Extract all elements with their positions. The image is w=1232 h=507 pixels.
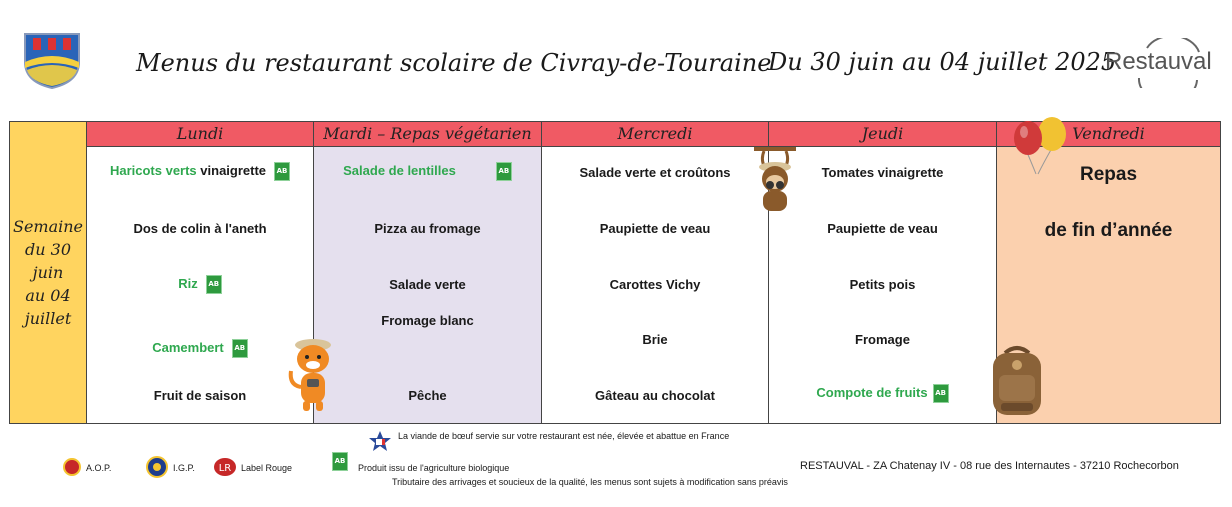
week-line-4: au 04 [25, 286, 71, 305]
aop-icon [63, 458, 81, 476]
week-line-3: juin [32, 263, 64, 282]
dish-item: Pêche [408, 388, 447, 403]
week-line-2: du 30 [25, 240, 71, 259]
dish-item: Petits pois [849, 277, 916, 292]
bio-leaf-icon: AB [332, 452, 348, 471]
dish-item: Compote de fruits AB [769, 384, 996, 403]
label-rouge-icon [213, 456, 237, 478]
dish-item: Salade de lentilles AB [314, 162, 541, 181]
bio-leaf-icon: AB [933, 384, 949, 403]
bio-leaf-icon: AB [206, 275, 222, 294]
disclaimer: Tributaire des arrivages et soucieux de la qualité, les menus sont sujets à modification sans préavis [392, 477, 788, 487]
dish-item: Salade verte [389, 277, 466, 292]
beef-origin-note: La viande de bœuf servie sur votre restaurant est née, élevée et abattue en France [398, 431, 730, 441]
dish-item: Fruit de saison [153, 388, 247, 403]
balloons-icon [1010, 114, 1072, 178]
dish-item: Carottes Vichy [609, 277, 701, 292]
brand-name: Restauval [1105, 48, 1212, 75]
dish-item: Paupiette de veau [827, 221, 938, 236]
page-title: Menus du restaurant scolaire de Civray-de-Touraine [136, 49, 772, 77]
week-label [10, 122, 87, 424]
day-column-friday [997, 147, 1220, 423]
dish-item: Paupiette de veau [599, 221, 711, 236]
backpack-icon [987, 345, 1047, 419]
week-line-1: Semaine [12, 217, 84, 236]
week-line-5: juillet [24, 309, 72, 328]
day-header-monday: Lundi [87, 122, 313, 146]
day-header-wednesday: Mercredi [542, 122, 768, 146]
company-address: RESTAUVAL - ZA Chatenay IV - 08 rue des Internautes - 37210 Rochecorbon [800, 460, 1179, 472]
day-column-tuesday [314, 147, 541, 423]
french-beef-icon [367, 430, 393, 452]
dish-item: Riz AB [87, 275, 313, 294]
dish-item: Salade verte et croûtons [579, 165, 731, 180]
aop-label: A.O.P. [86, 463, 112, 473]
dish-item: Haricots verts vinaigrette AB [87, 162, 313, 181]
day-column-wednesday [542, 147, 768, 423]
dish-item: Camembert AB [87, 339, 313, 358]
dish-item: Brie [642, 332, 668, 347]
bio-leaf-icon: AB [496, 162, 512, 181]
bio-leaf-icon: AB [274, 162, 290, 181]
label-rouge-label: Label Rouge [241, 463, 293, 473]
restauval-logo-icon [1105, 38, 1215, 88]
dish-item: Fromage [855, 332, 910, 347]
coat-of-arms-icon [23, 32, 81, 90]
day-header-tuesday: Mardi – Repas végétarien [314, 122, 541, 146]
dish-item: Gâteau au chocolat [595, 388, 715, 403]
day-column-monday [87, 147, 313, 423]
dish-item: Tomates vinaigrette [821, 165, 944, 180]
dish-item: Pizza au fromage [374, 221, 481, 236]
igp-icon [146, 456, 168, 478]
friday-line-2: de fin d’année [1044, 220, 1173, 241]
day-header-thursday: Jeudi [769, 122, 996, 146]
bio-label: Produit issu de l'agriculture biologique [358, 463, 510, 473]
dish-item: Fromage blanc [381, 313, 474, 328]
friday-line-1: Repas [1079, 164, 1138, 185]
bio-leaf-icon: AB [232, 339, 248, 358]
day-column-thursday [769, 147, 996, 423]
day-header-friday: Vendredi [997, 122, 1220, 146]
date-range: Du 30 juin au 04 juillet 2025 [768, 48, 1117, 76]
svg-text:LR: LR [218, 463, 232, 474]
dish-item: Dos de colin à l'aneth [133, 221, 267, 236]
igp-label: I.G.P. [173, 463, 195, 473]
